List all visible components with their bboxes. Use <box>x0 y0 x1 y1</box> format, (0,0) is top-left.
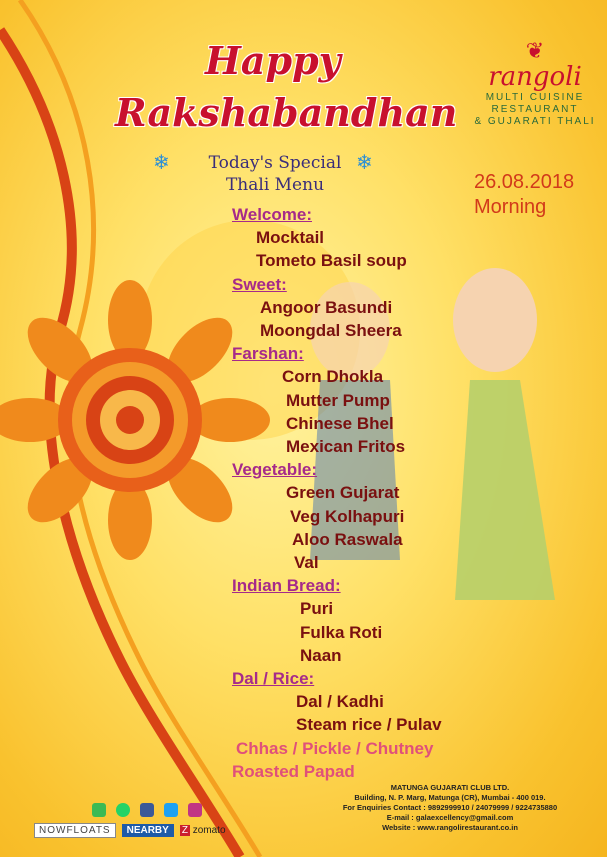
menu-section-heading: Sweet: <box>232 274 287 294</box>
menu-list <box>232 203 442 783</box>
menu-item: Steam rice / Pulav <box>296 715 442 735</box>
nearby-badge: NEARBY <box>122 824 174 837</box>
menu-item: Roasted Papad <box>232 761 355 781</box>
menu-section-heading: Welcome: <box>232 205 312 224</box>
footer-line3: For Enquiries Contact : 9892999910 / 24079999 / 9224735880 <box>342 803 558 812</box>
facebook-icon <box>140 803 154 817</box>
brand-line1: MULTI CUISINE <box>485 92 585 103</box>
menu-item: Corn Dhokla <box>282 367 384 387</box>
snowflake-icon: ❄ <box>356 152 373 174</box>
menu-item: Mutter Pump <box>286 390 390 410</box>
menu-item: Puri <box>300 599 334 619</box>
menu-item: Dal / Kadhi <box>296 692 384 712</box>
snowflake-icon: ❄ <box>153 152 170 174</box>
footer-line1: MATUNGA GUJARATI CLUB LTD. <box>390 783 510 792</box>
social-icons <box>92 803 202 817</box>
menu-item: Moongdal Sheera <box>260 321 402 341</box>
brand-line2: RESTAURANT <box>491 104 579 115</box>
menu-item: Chhas / Pickle / Chutney <box>236 738 434 758</box>
footer-contact <box>300 783 600 833</box>
wechat-icon <box>92 803 106 817</box>
footer-line2: Building, N. P. Marg, Matunga (CR), Mumbai - 400 019. <box>354 793 546 802</box>
menu-item: Val <box>294 553 319 573</box>
footer-line4: E-mail : galaexcellency@gmail.com <box>386 813 514 822</box>
brand-line3: & GUJARATI THALI <box>474 116 596 127</box>
title-rakshabandhan: Rakshabandhan <box>115 90 458 135</box>
menu-item: Green Gujarat <box>286 483 400 503</box>
zomato-icon: Z <box>181 825 188 836</box>
partner-badges <box>34 823 226 838</box>
whatsapp-icon <box>116 803 130 817</box>
twitter-icon <box>164 803 178 817</box>
menu-section-heading: Farshan: <box>232 344 304 364</box>
ornament-icon: ❦ <box>525 38 545 63</box>
footer-line5: Website : www.rangolirestaurant.co.in <box>382 823 518 832</box>
menu-section-heading: Vegetable: <box>232 460 318 480</box>
special-line1: Today's Special <box>208 153 342 173</box>
zomato-badge <box>180 825 226 836</box>
date-block <box>474 170 574 220</box>
restaurant-brand <box>470 40 600 128</box>
special-line2: Thali Menu <box>225 175 325 195</box>
menu-item: Naan <box>300 645 342 665</box>
menu-item: Chinese Bhel <box>286 413 394 433</box>
menu-section-heading: Dal / Rice: <box>232 669 315 689</box>
menu-item: Tometo Basil soup <box>256 251 407 271</box>
menu-item: Veg Kolhapuri <box>290 506 405 526</box>
nowfloats-badge: NOWFLOATS <box>34 823 116 838</box>
menu-section-heading: Indian Bread: <box>232 576 341 596</box>
menu-item: Aloo Raswala <box>292 529 403 549</box>
todays-special-heading <box>150 152 400 196</box>
instagram-icon <box>188 803 202 817</box>
menu-date: 26.08.2018 <box>474 171 575 193</box>
menu-time: Morning <box>474 196 547 218</box>
title-happy: Happy <box>205 38 341 83</box>
menu-item: Mexican Fritos <box>286 437 406 457</box>
zomato-label: zomato <box>192 825 226 836</box>
menu-item: Fulka Roti <box>300 622 383 642</box>
menu-item: Mocktail <box>256 228 325 248</box>
menu-item: Angoor Basundi <box>260 297 393 317</box>
brand-logo: rangoli <box>488 62 582 92</box>
